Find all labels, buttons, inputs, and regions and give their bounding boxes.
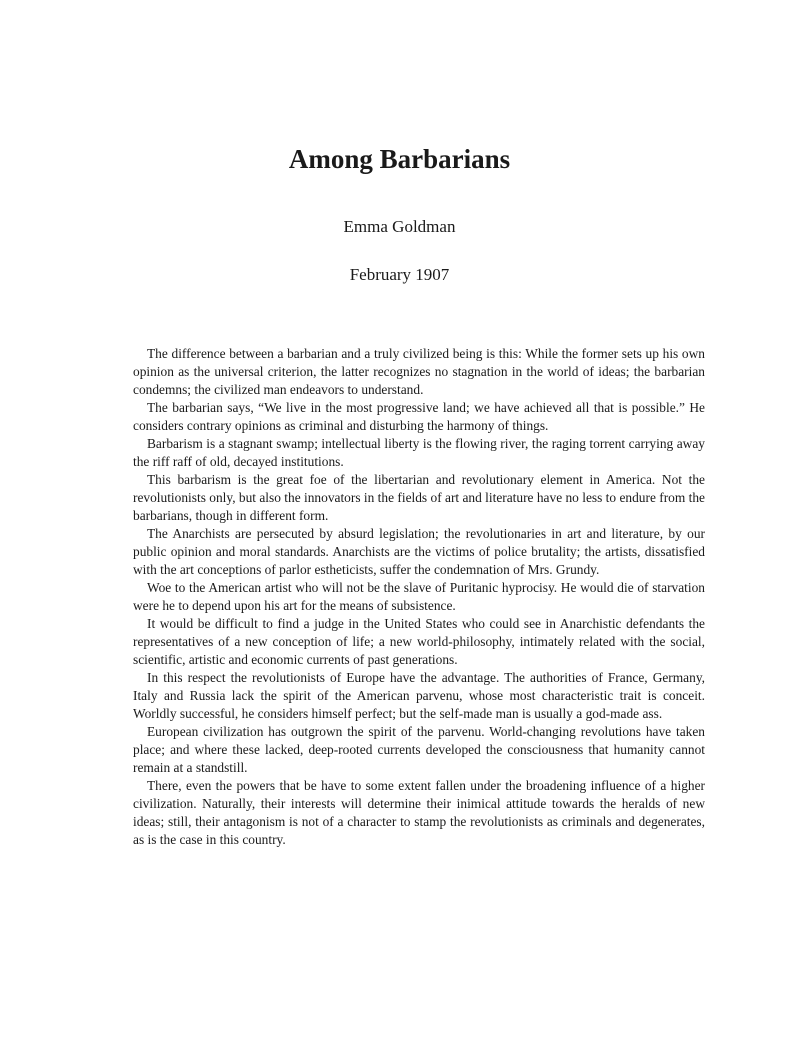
paragraph: It would be difficult to find a judge in the United States who could see in Anarchistic defendants the representatives of a new conception of life; a new world-philosophy, intimately related with the social, scientific, artistic and economic currents of past generations. — [133, 616, 705, 667]
document-date: February 1907 — [349, 265, 450, 284]
paragraph: In this respect the revolutionists of Europe have the advantage. The authorities of France, Germany, Italy and Russia lack the spirit of the American parvenu, whose most characteristic trait is conceit. Worldly successful, he considers himself perfect; but the self-made man is usually a god-made ass. — [133, 670, 705, 721]
document-title: Among Barbarians — [288, 144, 511, 174]
paragraph: This barbarism is the great foe of the libertarian and revolutionary element in America. Not the revolutionists only, but also the innovators in the fields of art and literature have no less to endure from the barbarians, though in different form. — [133, 472, 705, 523]
paragraph: The barbarian says, “We live in the most progressive land; we have achieved all that is possible.” He considers contrary opinions as criminal and disturbing the harmony of things. — [133, 400, 705, 433]
paragraph: Barbarism is a stagnant swamp; intellectual liberty is the flowing river, the raging torrent carrying away the riff raff of old, decayed institutions. — [133, 436, 705, 469]
paragraph: The Anarchists are persecuted by absurd legislation; the revolutionaries in art and literature, by our public opinion and moral standards. Anarchists are the victims of police brutality; the artists, dissatisfied with the art conceptions of parlor estheticists, suffer the condemnation of Mrs. Grundy. — [133, 526, 705, 577]
paragraph: There, even the powers that be have to some extent fallen under the broadening influence of a higher civilization. Naturally, their interests will determine their inimical attitude towards the heralds of new ideas; still, their antagonism is not of a character to stamp the revolutionists as criminals and degenerates, as is the case in this country. — [133, 778, 705, 847]
paragraph: The difference between a barbarian and a truly civilized being is this: While the former sets up his own opinion as the universal criterion, the latter recognizes no stagnation in the world of ideas; the barbarian condemns; the civilized man endeavors to understand. — [133, 346, 705, 397]
document-body — [133, 345, 705, 849]
document-author: Emma Goldman — [343, 217, 456, 236]
paragraph: Woe to the American artist who will not be the slave of Puritanic hyprocisy. He would die of starvation were he to depend upon his art for the means of subsistence. — [133, 580, 705, 613]
paragraph: European civilization has outgrown the spirit of the parvenu. World-changing revolutions have taken place; and where these lacked, deep-rooted currents developed the consciousness that humanity cannot remain at a standstill. — [133, 724, 705, 775]
